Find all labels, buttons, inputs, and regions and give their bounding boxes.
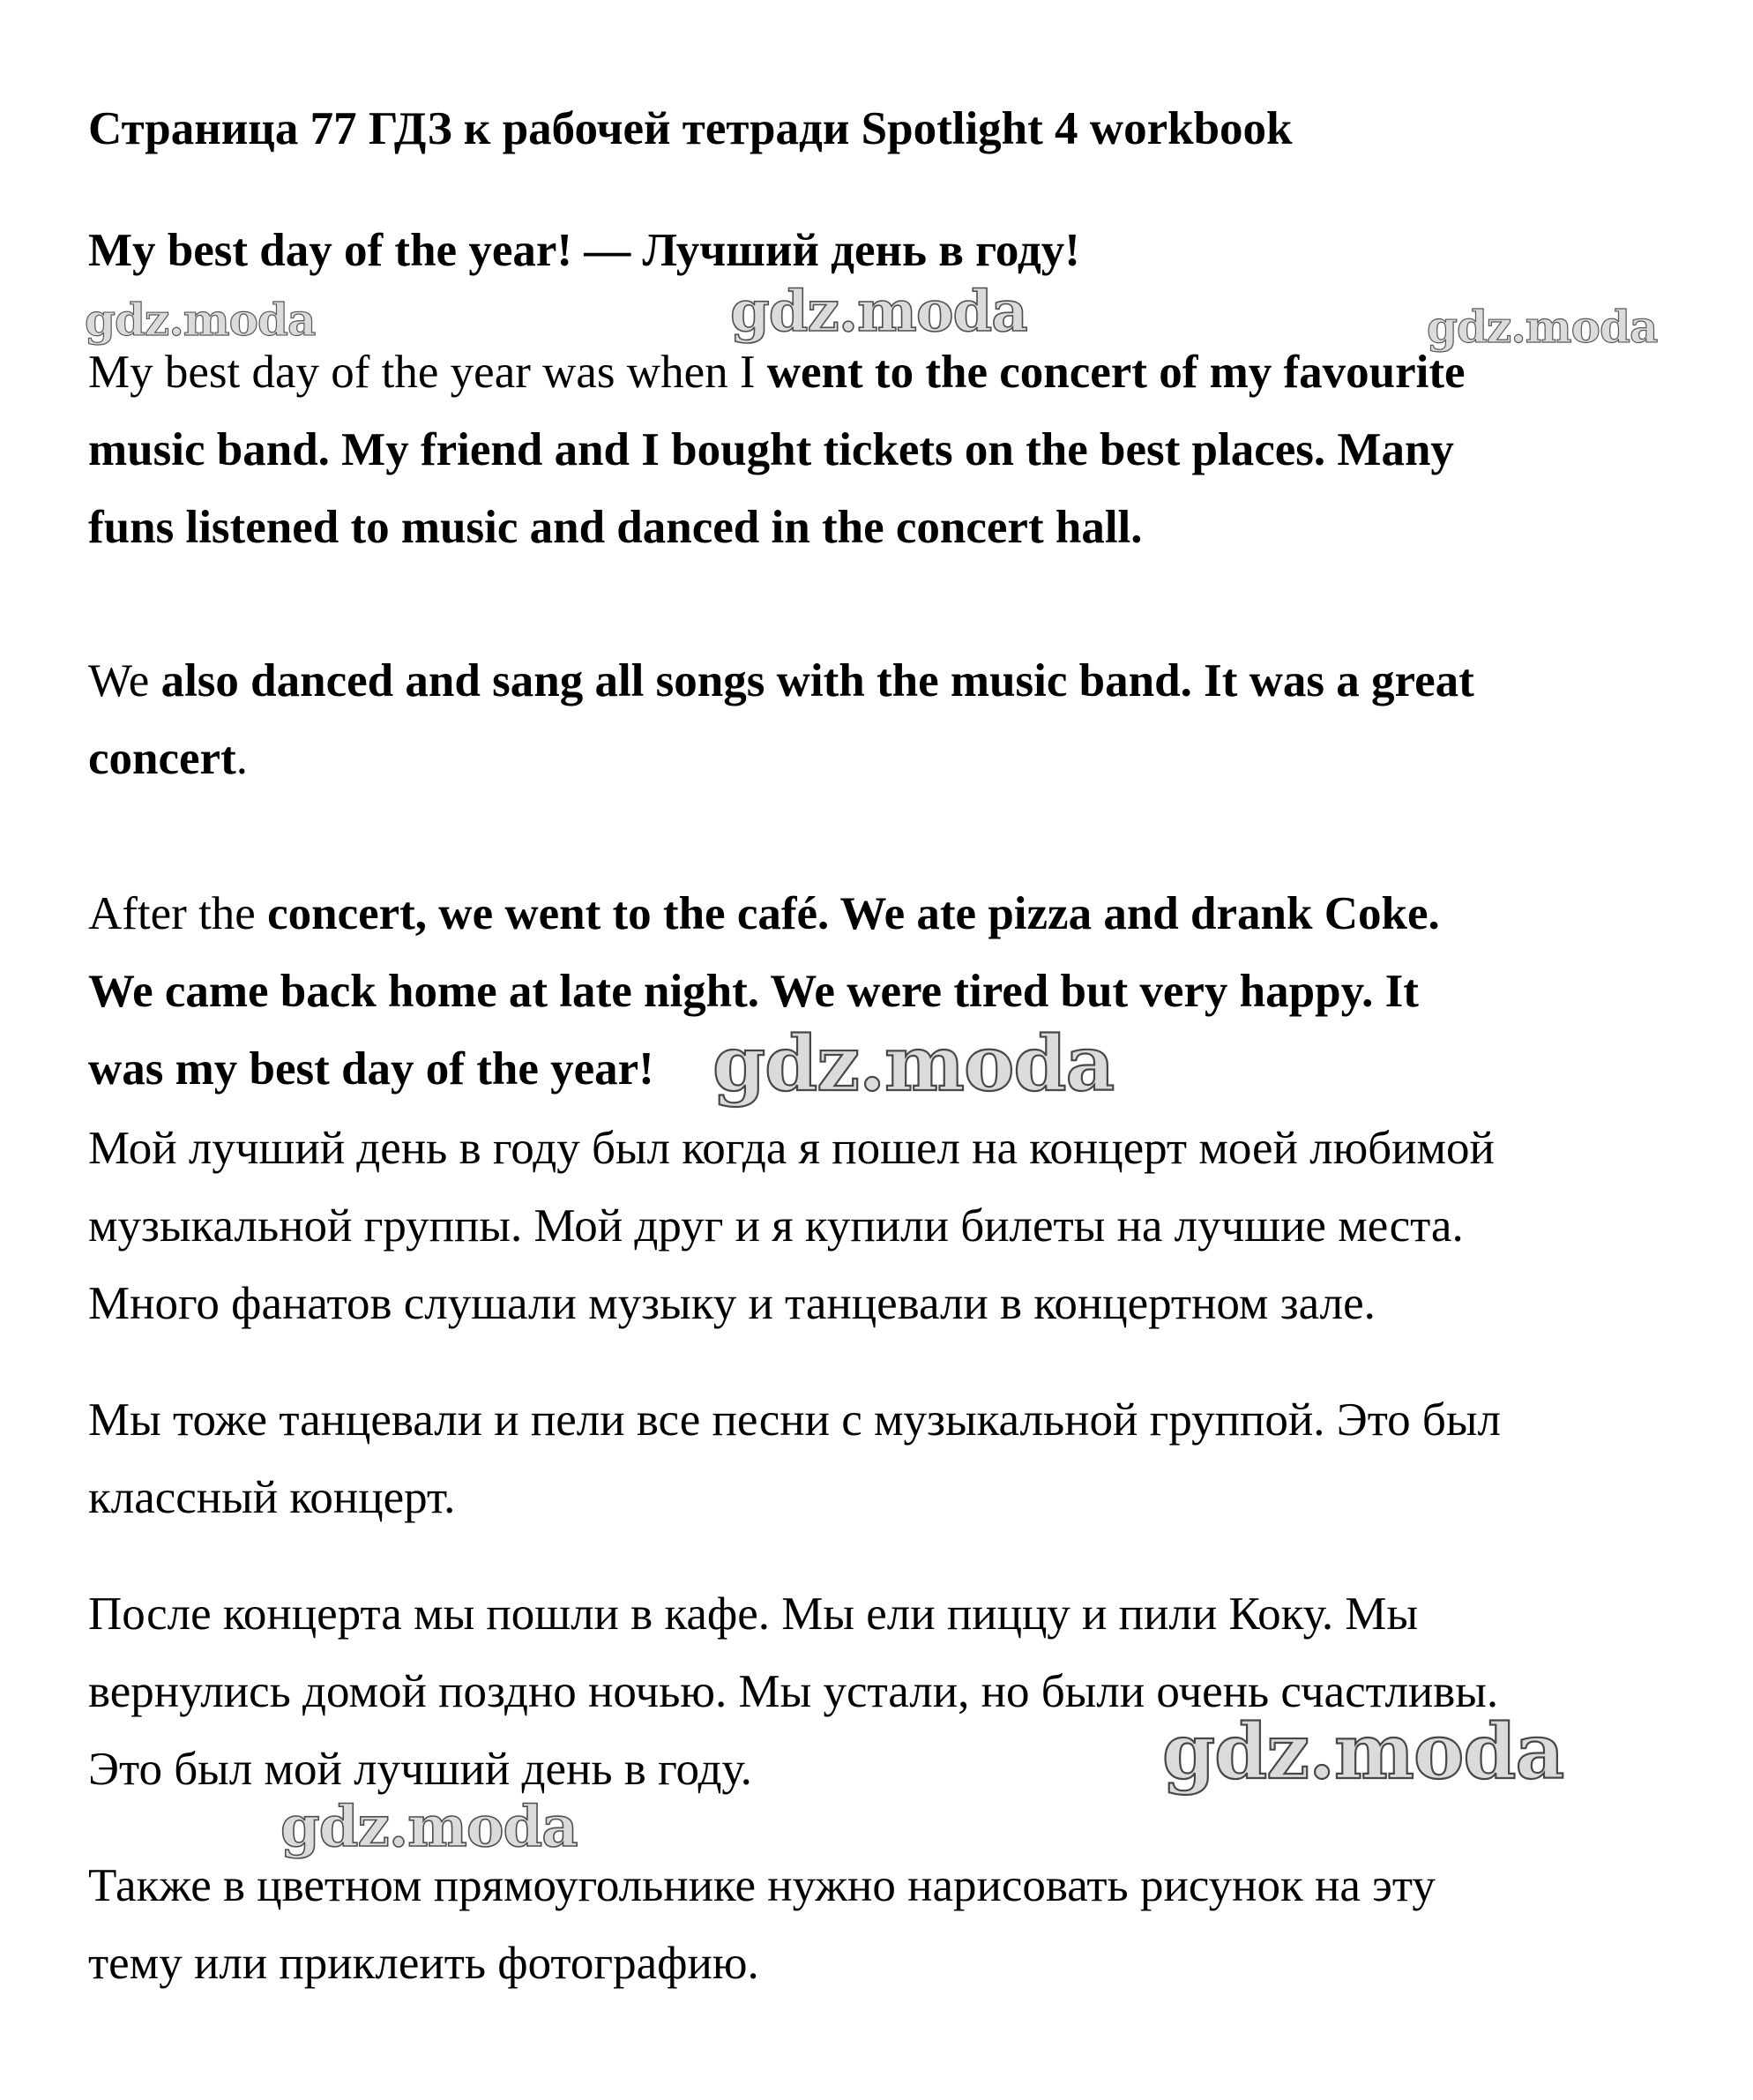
text-bold: went to the concert of my favourite xyxy=(766,347,1466,398)
text-normal: We xyxy=(88,655,161,706)
russian-p1-line-1: Мой лучший день в году был когда я пошел на концерт моей любимой xyxy=(88,1123,1495,1174)
russian-p2-line-1: Мы тоже танцевали и пели все песни с музыкальной группой. Это был xyxy=(88,1394,1501,1446)
page-title: Страница 77 ГДЗ к рабочей тетради Spotlight 4 workbook xyxy=(88,103,1293,154)
russian-p3-line-1: После концерта мы пошли в кафе. Мы ели пиццу и пили Коку. Мы xyxy=(88,1588,1419,1640)
text-normal: My best day of the year was when I xyxy=(88,347,767,398)
watermark-logo: gdz.moda xyxy=(730,279,1027,345)
watermark-logo: gdz.moda xyxy=(1162,1708,1564,1797)
english-p2-line-1 xyxy=(88,642,1667,720)
english-p1-line-2: music band. My friend and I bought tickets on the best places. Many xyxy=(88,424,1454,475)
russian-p1-line-2: музыкальной группы. Мой друг и я купили билеты на лучшие места. xyxy=(88,1200,1464,1252)
text-normal: . xyxy=(235,733,248,784)
russian-p3-line-3: Это был мой лучший день в году. xyxy=(88,1744,752,1795)
english-p1-line-3: funs listened to music and danced in the concert hall. xyxy=(88,502,1143,553)
text-bold: concert xyxy=(88,733,236,784)
russian-p4-line-1: Также в цветном прямоугольнике нужно нарисовать рисунок на эту xyxy=(88,1860,1436,1911)
watermark-logo: gdz.moda xyxy=(280,1794,578,1860)
watermark-logo: gdz.moda xyxy=(712,1020,1115,1109)
russian-p4-line-2: тему или приклеить фотографию. xyxy=(88,1938,759,1989)
russian-p2-line-2: классный концерт. xyxy=(88,1472,456,1523)
text-bold: concert, we went to the café. We ate pizza and drank Coke. xyxy=(267,888,1440,939)
watermark-logo: gdz.moda xyxy=(1427,301,1658,353)
section-heading: My best day of the year! — Лучший день в году! xyxy=(88,225,1080,276)
watermark-logo: gdz.moda xyxy=(85,294,316,346)
english-p3-line-2: We came back home at late night. We were tired but very happy. It xyxy=(88,966,1419,1017)
russian-p1-line-3: Много фанатов слушали музыку и танцевали в концертном зале. xyxy=(88,1278,1376,1329)
english-p3-line-1 xyxy=(88,875,1667,953)
russian-p3-line-2: вернулись домой поздно ночью. Мы устали, но были очень счастливы. xyxy=(88,1666,1499,1717)
text-bold: also danced and sang all songs with the music band. It was a great xyxy=(160,655,1474,706)
english-p2-line-2 xyxy=(88,720,1667,797)
text-normal: After the xyxy=(88,888,268,939)
english-p3-line-3: was my best day of the year! xyxy=(88,1043,654,1095)
